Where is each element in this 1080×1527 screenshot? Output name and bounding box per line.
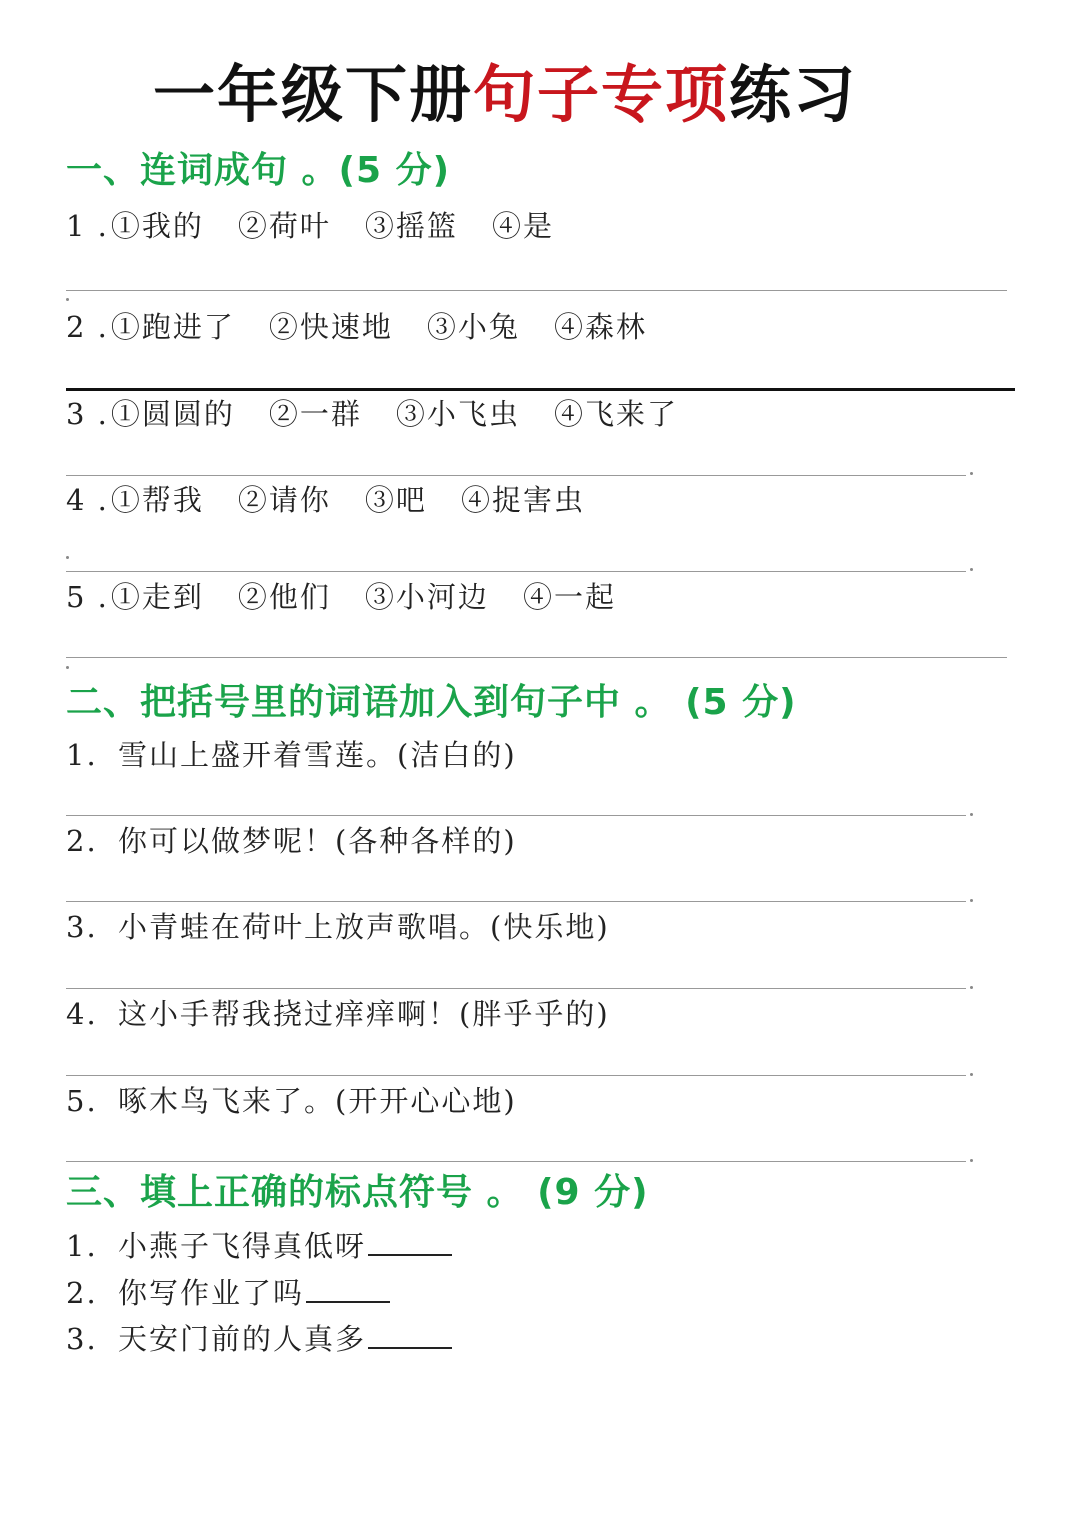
punctuation-blank[interactable] — [368, 1228, 452, 1256]
dot-mark — [970, 568, 973, 571]
question-number: 4. — [66, 997, 98, 1031]
answer-line[interactable] — [66, 1161, 966, 1162]
s2-question-1 — [66, 737, 517, 773]
s1-question-5 — [66, 579, 650, 615]
option: ①跑进了 — [110, 310, 235, 344]
question-text: 小青蛙在荷叶上放声歌唱。(快乐地) — [118, 910, 610, 944]
answer-line[interactable] — [66, 988, 966, 989]
s3-question-1 — [66, 1228, 452, 1264]
answer-line[interactable] — [66, 657, 1007, 658]
punctuation-blank[interactable] — [368, 1321, 452, 1349]
section-3-heading: 三、填上正确的标点符号 。 (9 分) — [66, 1172, 649, 1213]
question-text: 这小手帮我挠过痒痒啊！(胖乎乎的) — [118, 997, 610, 1031]
option: ①走到 — [110, 580, 204, 614]
option: ③小河边 — [364, 580, 489, 614]
question-number: 1 . — [66, 209, 109, 243]
s2-question-2 — [66, 823, 517, 859]
option: ①帮我 — [110, 483, 204, 517]
s2-question-3 — [66, 909, 610, 945]
question-number: 5 . — [66, 580, 109, 614]
page-title — [0, 55, 1010, 135]
question-text: 小燕子飞得真低呀 — [118, 1229, 367, 1263]
s1-question-1 — [66, 208, 588, 244]
answer-line[interactable] — [66, 571, 966, 572]
dot-mark — [66, 556, 69, 559]
dot-mark — [970, 472, 973, 475]
option: ③小飞虫 — [395, 397, 520, 431]
option: ②请你 — [237, 483, 331, 517]
question-text: 天安门前的人真多 — [118, 1322, 367, 1356]
option: ④一起 — [522, 580, 616, 614]
question-number: 1. — [66, 1229, 98, 1263]
question-number: 2. — [66, 1276, 98, 1310]
option: ③小兔 — [426, 310, 520, 344]
option: ③吧 — [364, 483, 427, 517]
option: ④飞来了 — [553, 397, 678, 431]
answer-line[interactable] — [66, 475, 966, 476]
dot-mark — [970, 813, 973, 816]
option: ④捉害虫 — [460, 483, 585, 517]
section-2-heading: 二、把括号里的词语加入到句子中 。 (5 分) — [66, 682, 797, 723]
option: ②荷叶 — [237, 209, 331, 243]
answer-line[interactable] — [66, 901, 966, 902]
s2-question-5 — [66, 1083, 517, 1119]
option: ②快速地 — [268, 310, 393, 344]
s3-question-3 — [66, 1321, 452, 1357]
question-number: 4 . — [66, 483, 109, 517]
s1-question-4 — [66, 482, 619, 518]
question-text: 你写作业了吗 — [118, 1276, 305, 1310]
question-number: 5. — [66, 1084, 98, 1118]
option: ②一群 — [268, 397, 362, 431]
option: ①圆圆的 — [110, 397, 235, 431]
answer-line[interactable] — [66, 815, 966, 816]
s1-question-2 — [66, 309, 681, 345]
option: ④森林 — [553, 310, 647, 344]
question-number: 3. — [66, 910, 98, 944]
title-part-3: 练习 — [729, 58, 858, 131]
punctuation-blank[interactable] — [306, 1275, 390, 1303]
option: ②他们 — [237, 580, 331, 614]
question-text: 你可以做梦呢！(各种各样的) — [118, 824, 517, 858]
option: ③摇篮 — [364, 209, 458, 243]
dot-mark — [970, 1159, 973, 1162]
option: ④是 — [491, 209, 554, 243]
question-number: 2 . — [66, 310, 109, 344]
question-text: 雪山上盛开着雪莲。(洁白的) — [118, 738, 517, 772]
s2-question-4 — [66, 996, 610, 1032]
dot-mark — [970, 899, 973, 902]
option: ①我的 — [110, 209, 204, 243]
question-number: 1. — [66, 738, 98, 772]
answer-line[interactable] — [66, 388, 1015, 391]
dot-mark — [970, 1073, 973, 1076]
title-part-1: 一年级下册 — [152, 58, 473, 131]
title-part-2-highlight: 句子专项 — [472, 58, 729, 131]
question-number: 2. — [66, 824, 98, 858]
s1-question-3 — [66, 396, 712, 432]
s3-question-2 — [66, 1275, 390, 1311]
section-1-heading: 一、连词成句 。(5 分) — [66, 150, 451, 191]
dot-mark — [66, 298, 69, 301]
dot-mark — [66, 666, 69, 669]
answer-line[interactable] — [66, 1075, 966, 1076]
answer-line[interactable] — [66, 290, 1007, 291]
question-number: 3. — [66, 1322, 98, 1356]
question-text: 啄木鸟飞来了。(开开心心地) — [118, 1084, 517, 1118]
dot-mark — [970, 986, 973, 989]
question-number: 3 . — [66, 397, 109, 431]
